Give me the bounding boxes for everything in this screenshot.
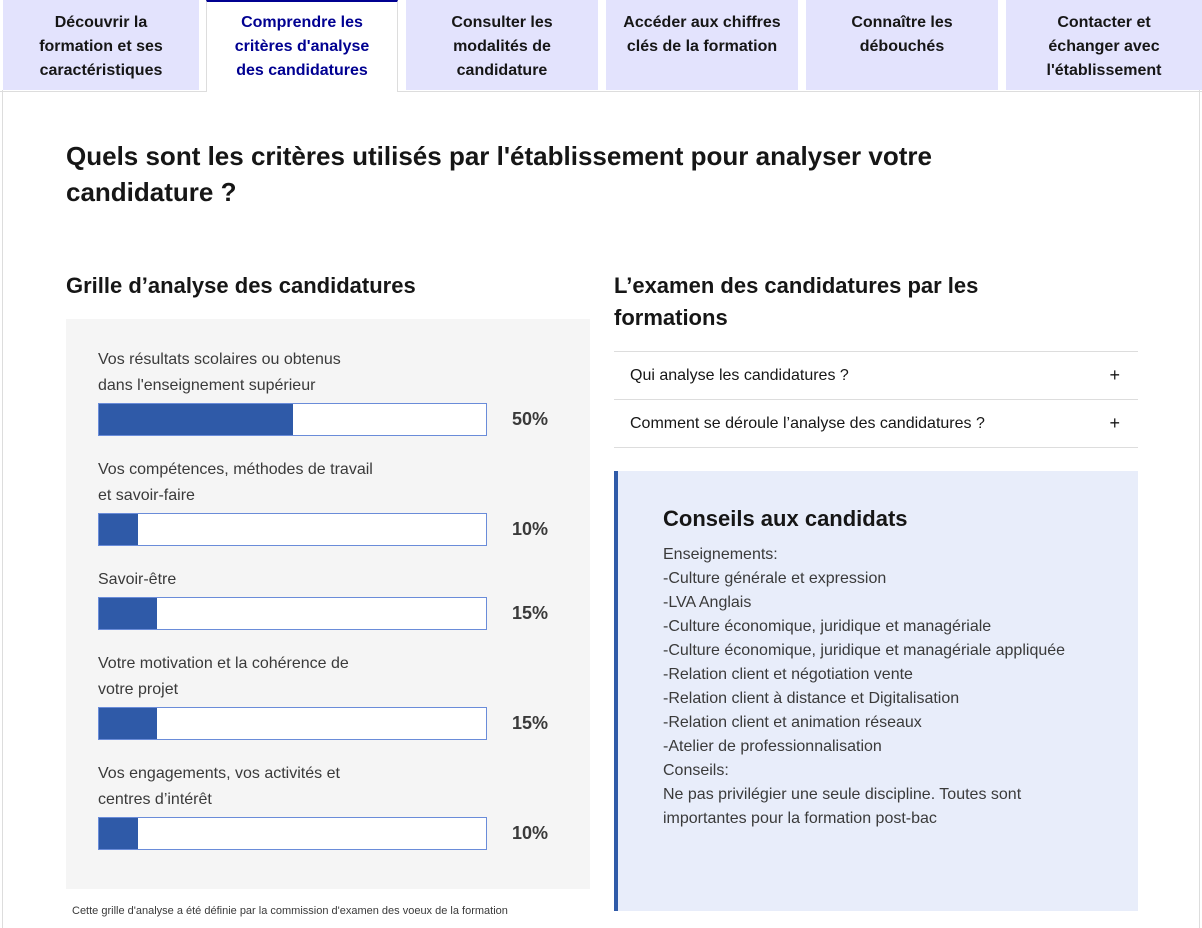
- progress-bar-fill: [99, 818, 138, 849]
- criterion-competences: [98, 457, 568, 539]
- criterion-savoir-etre: [98, 567, 568, 623]
- tab-bar: [0, 0, 1202, 92]
- percentage-value: 15%: [512, 603, 549, 623]
- advice-callout: [614, 471, 1138, 911]
- progress-bar-fill: [99, 708, 157, 739]
- advice-line: -Relation client à distance et Digitalisation: [663, 690, 960, 707]
- progress-bar: [98, 817, 487, 850]
- criterion-label: Savoir-être: [98, 571, 177, 588]
- percentage-value: 50%: [512, 409, 549, 429]
- progress-bar: [98, 403, 487, 436]
- criterion-engagements: [98, 761, 568, 843]
- plus-icon[interactable]: +: [1109, 413, 1120, 433]
- criterion-label: Votre motivation et la cohérence de votre projet: [98, 655, 349, 698]
- tab-label-line: formation et ses: [39, 38, 163, 55]
- advice-line: -Culture générale et expression: [663, 570, 887, 587]
- progress-bar-fill: [99, 598, 157, 629]
- tab-label-line: Connaître les: [851, 14, 953, 31]
- advice-line: Ne pas privilégier une seule discipline. Toutes sont importantes pour la formation post-bac: [663, 786, 1022, 827]
- tab-label-line: l'établissement: [1046, 62, 1162, 79]
- tab-label-line: Contacter et: [1057, 14, 1151, 31]
- percentage-value: 15%: [512, 713, 549, 733]
- advice-line: -LVA Anglais: [663, 594, 752, 611]
- advice-title: Conseils aux candidats: [663, 506, 908, 531]
- exam-accordion: [614, 351, 1138, 448]
- tab-label-line: Consulter les: [451, 14, 553, 31]
- tab-label-line: Découvrir la: [54, 14, 148, 31]
- tab-label-line: des candidatures: [236, 62, 368, 79]
- percentage-value: 10%: [512, 519, 549, 539]
- advice-line: Enseignements:: [663, 546, 778, 563]
- advice-line: -Atelier de professionnalisation: [663, 738, 882, 755]
- percentage-value: 10%: [512, 823, 549, 843]
- tab-chiffres-cles[interactable]: [606, 0, 798, 90]
- analysis-grid: [66, 319, 590, 889]
- tab-label-line: Comprendre les: [241, 14, 363, 31]
- accordion-label: Qui analyse les candidatures ?: [630, 367, 849, 384]
- advice-line: -Relation client et négotiation vente: [663, 666, 913, 683]
- advice-line: -Culture économique, juridique et managériale: [663, 618, 992, 635]
- tab-criteres-analyse[interactable]: [206, 0, 398, 92]
- accordion-deroulement-analyse[interactable]: [614, 400, 1138, 448]
- tab-contacter-etablissement[interactable]: [1006, 0, 1202, 90]
- grid-footnote: Cette grille d'analyse a été définie par la commission d'examen des voeux de la formation: [72, 905, 508, 917]
- tab-label-line: modalités de: [453, 38, 551, 55]
- criterion-label: Vos résultats scolaires ou obtenus dans l'enseignement supérieur: [98, 351, 341, 394]
- page-title: Quels sont les critères utilisés par l'établissement pour analyser votre candidature ?: [66, 141, 932, 207]
- criterion-label: Vos engagements, vos activités et centres d’intérêt: [98, 765, 340, 808]
- grid-title: Grille d’analyse des candidatures: [66, 273, 416, 298]
- criterion-motivation: [98, 651, 568, 733]
- advice-line: Conseils:: [663, 762, 729, 779]
- progress-bar-fill: [99, 514, 138, 545]
- tab-label-line: échanger avec: [1048, 38, 1160, 55]
- tab-modalites-candidature[interactable]: [406, 0, 598, 90]
- progress-bar-fill: [99, 404, 293, 435]
- tab-label-line: Accéder aux chiffres: [623, 14, 781, 31]
- tab-label-line: candidature: [456, 62, 548, 79]
- tab-label-line: clés de la formation: [626, 38, 778, 55]
- exam-title: L’examen des candidatures par les formations: [614, 273, 979, 330]
- advice-line: -Culture économique, juridique et managériale appliquée: [663, 642, 1066, 659]
- tab-debouches[interactable]: [806, 0, 998, 90]
- criterion-label: Vos compétences, méthodes de travail et savoir-faire: [98, 461, 373, 504]
- tab-label-line: critères d'analyse: [234, 38, 370, 55]
- advice-body: [663, 543, 1083, 831]
- progress-bar: [98, 597, 487, 630]
- advice-line: -Relation client et animation réseaux: [663, 714, 922, 731]
- tab-label-line: débouchés: [859, 38, 945, 55]
- accordion-label: Comment se déroule l’analyse des candidatures ?: [630, 415, 985, 432]
- tab-label-line: caractéristiques: [39, 62, 163, 79]
- accordion-qui-analyse[interactable]: [614, 352, 1138, 400]
- progress-bar: [98, 707, 487, 740]
- criterion-resultats-scolaires: [98, 347, 568, 429]
- tab-decouvrir-formation[interactable]: [3, 0, 199, 90]
- progress-bar: [98, 513, 487, 546]
- plus-icon[interactable]: +: [1109, 365, 1120, 385]
